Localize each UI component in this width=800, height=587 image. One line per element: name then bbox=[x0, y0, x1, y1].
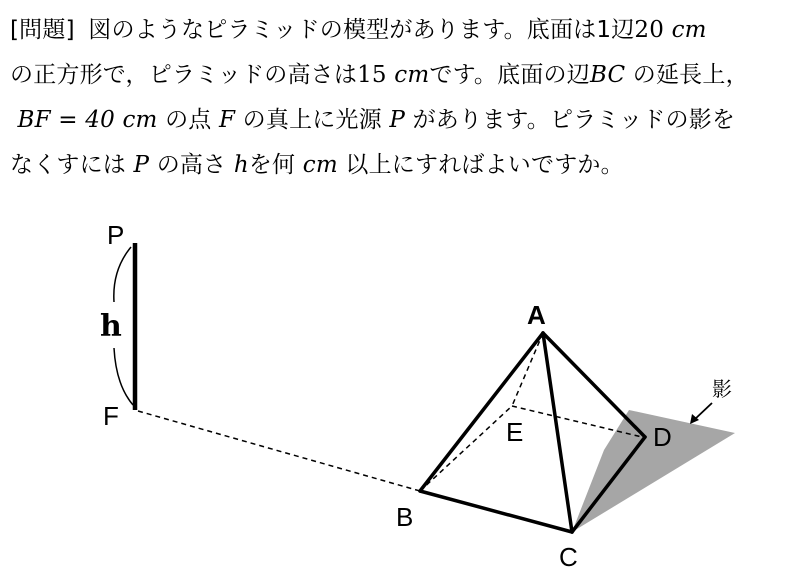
problem-text-segment: です。底面の辺 bbox=[429, 62, 590, 88]
shadow-pointer-line bbox=[694, 403, 712, 420]
edge-ad bbox=[543, 333, 645, 437]
bf-equation: BF = 40 bbox=[17, 107, 115, 133]
problem-text-segment: の延長上， bbox=[632, 62, 749, 88]
problem-text-segment: の正方形で，ピラミッドの高さは bbox=[10, 62, 358, 88]
edge-be-hidden bbox=[420, 406, 512, 491]
side-length-value: 20 bbox=[634, 17, 665, 43]
label-b: B bbox=[396, 502, 414, 532]
label-shadow: 影 bbox=[712, 377, 732, 401]
label-e: E bbox=[506, 417, 524, 447]
light-source-p-variable: P bbox=[133, 152, 150, 178]
point-f-variable: F bbox=[218, 107, 236, 133]
label-h: h bbox=[100, 309, 122, 344]
problem-text-segment: なくすには bbox=[10, 152, 126, 178]
pyramid-height-value: 15 bbox=[357, 62, 387, 88]
problem-text-segment: 図のようなピラミッドの模型があります。底面は1辺 bbox=[88, 17, 635, 43]
unit-cm: cm bbox=[302, 152, 338, 178]
problem-text-segment: を何 bbox=[248, 152, 296, 178]
line-fb-dashed bbox=[138, 411, 420, 491]
problem-tag: [問題] bbox=[10, 17, 75, 43]
edge-ab bbox=[420, 333, 543, 491]
label-d: D bbox=[653, 422, 672, 452]
problem-text-segment: の高さ bbox=[156, 152, 227, 178]
label-c: C bbox=[559, 542, 578, 572]
h-brace-upper bbox=[114, 247, 131, 302]
h-brace-lower bbox=[114, 348, 133, 405]
problem-text-segment: 以上にすればよいですか。 bbox=[345, 152, 624, 178]
label-a: A bbox=[527, 300, 546, 330]
problem-text-segment: の点 bbox=[165, 107, 212, 133]
problem-text-segment: があります。ピラミッドの影を bbox=[412, 107, 736, 133]
light-source-p-variable: P bbox=[389, 107, 406, 133]
height-h-variable: h bbox=[233, 152, 249, 178]
edge-bc bbox=[420, 491, 572, 532]
label-f: F bbox=[103, 401, 119, 431]
unit-cm: cm bbox=[671, 17, 707, 43]
edge-ac bbox=[543, 333, 572, 532]
unit-cm: cm bbox=[122, 107, 158, 133]
problem-text-segment: の真上に光源 bbox=[242, 107, 382, 133]
edge-bc-variable: BC bbox=[589, 62, 626, 88]
label-p: P bbox=[107, 220, 125, 250]
unit-cm: cm bbox=[394, 62, 430, 88]
